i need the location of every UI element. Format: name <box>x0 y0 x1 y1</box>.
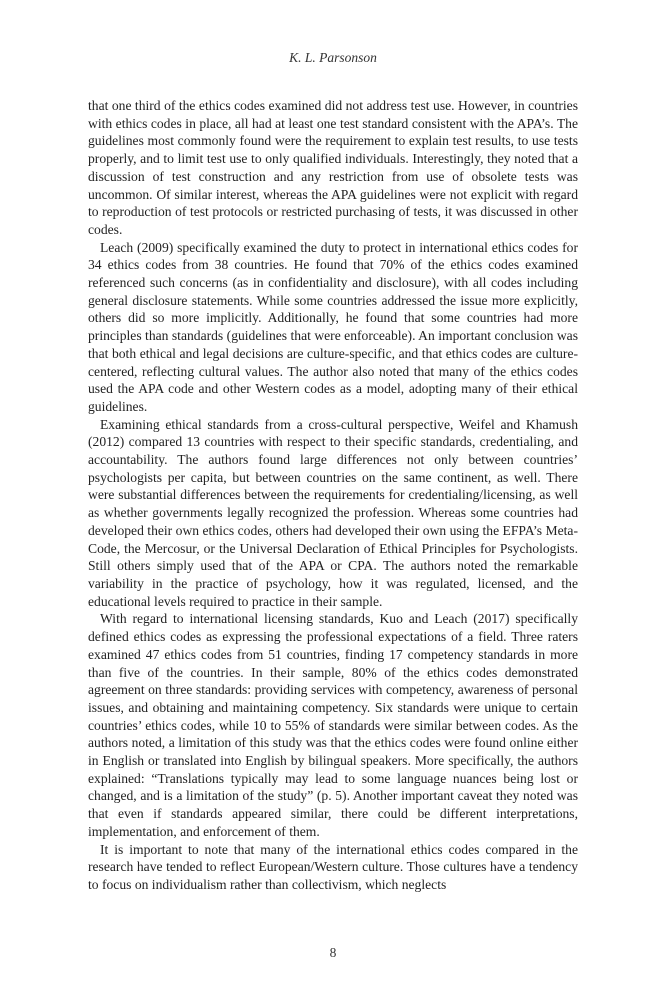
paragraph: Examining ethical standards from a cross-cultural perspective, Weifel and Khamush (2012) compared 13 countries with respect to their specific standards, credentialing, and accountability. The authors found large differences not only between countries’ psychologists per capita, but between countries on the same continent, as well. There were substantial differences between the requirements for credentialing/licensing, as well as whether governments legally recognized the profession. Whereas some countries had developed their own ethics codes, others had developed their own using the EFPA’s Meta-Code, the Mercosur, or the Universal Declaration of Ethical Principles for Psychologists. Still others simply used that of the APA or CPA. The authors noted the remarkable variability in the practice of psychology, how it was regulated, licensed, and the educational levels required to practice in their sample. <box>88 416 578 609</box>
paragraph: that one third of the ethics codes examined did not address test use. However, in countries with ethics codes in place, all had at least one test standard consistent with the APA’s. The guidelines most commonly found were the requirement to explain test results, to use tests properly, and to limit test use to only qualified individuals. Interestingly, they noted that a discussion of test construction and any restriction from use of obsolete tests was uncommon. Of similar interest, whereas the APA guidelines were not explicit with regard to reproduction of test protocols or restricted purchasing of tests, it was discussed in other codes. <box>88 98 578 237</box>
paragraph: Leach (2009) specifically examined the duty to protect in international ethics codes for 34 ethics codes from 38 countries. He found that 70% of the ethics codes examined referenced such concerns (as in confidentiality and disclosure), with all codes including general disclosure statements. While some countries addressed the issue more explicitly, others did so more implicitly. Additionally, he found that some countries had more principles than standards (guidelines that were enforceable). An important conclusion was that both ethical and legal decisions are culture-specific, and that ethics codes are culture-centered, reflecting cultural values. The author also noted that many of the ethics codes used the APA code and other Western codes as a model, adopting many of their ethical guidelines. <box>88 239 578 414</box>
paragraph: With regard to international licensing standards, Kuo and Leach (2017) specifically defined ethics codes as expressing the professional expectations of a field. Three raters examined 47 ethics codes from 51 countries, finding 17 competency standards in more than five of the countries. In their sample, 80% of the ethics codes demonstrated agreement on three standards: providing services with competency, awareness of personal issues, and obtaining and maintaining competency. Six standards were unique to certain countries’ ethics codes, while 10 to 55% of standards were similar between codes. As the authors noted, a limitation of this study was that the ethics codes were found online either in English or translated into English by bilingual speakers. More specifically, the authors explained: “Translations typically may lead to some language nuances being lost or changed, and is a limitation of the study” (p. 5). Another important caveat they noted was that even if standards appeared similar, there could be different interpretations, implementation, and enforcement of them. <box>88 611 578 839</box>
page-number: 8 <box>329 945 337 960</box>
body-text <box>88 97 578 894</box>
running-head: K. L. Parsonson <box>289 50 377 65</box>
paragraph: It is important to note that many of the international ethics codes compared in the research have tended to reflect European/Western culture. Those cultures have a tendency to focus on individualism rather than collectivism, which neglects <box>88 841 578 892</box>
